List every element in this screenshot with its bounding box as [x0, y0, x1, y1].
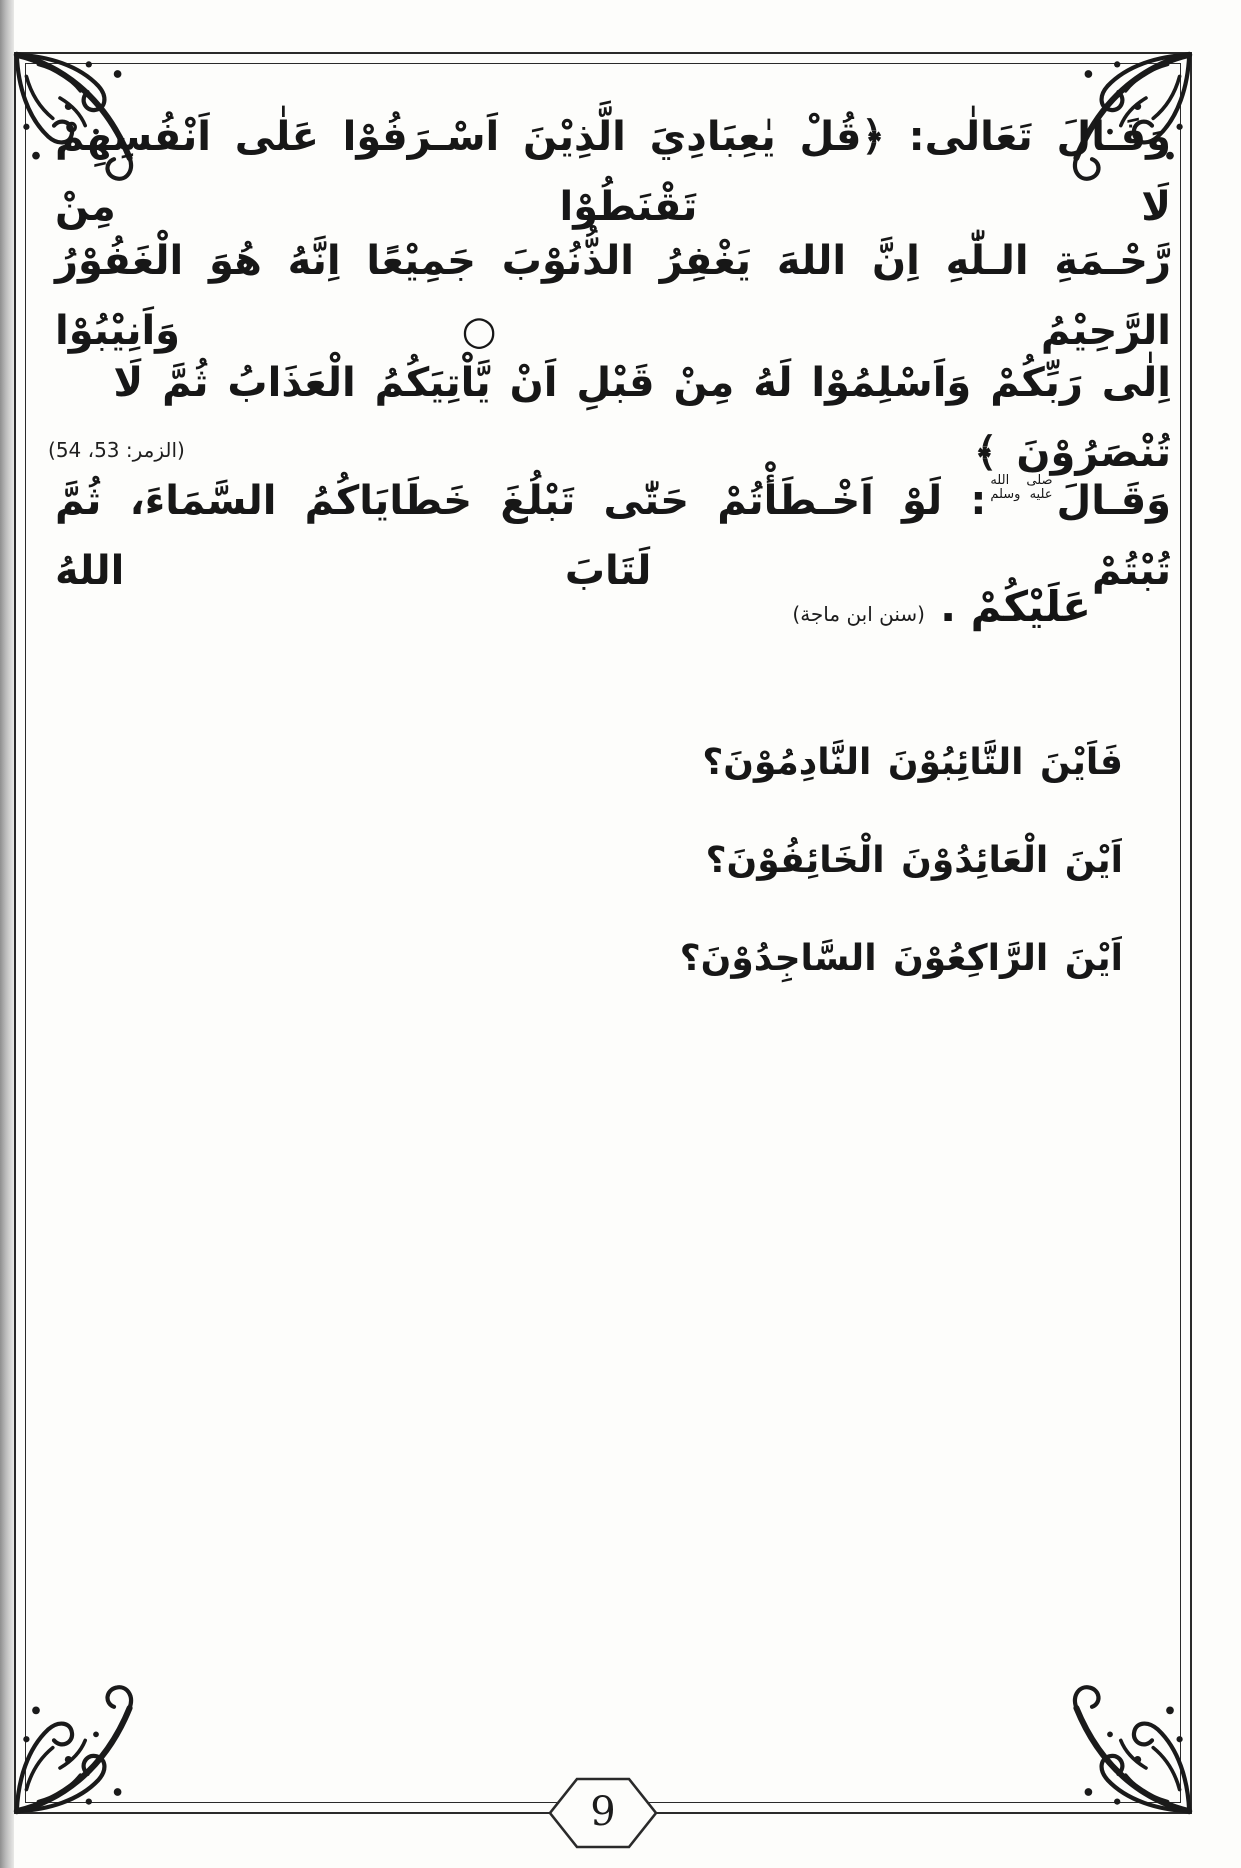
- question-line-3: اَيْنَ الرَّاكِعُوْنَ السَّاجِدُوْنَ؟: [679, 938, 1123, 979]
- hadith-last-word: عَلَيْكُمْ .: [940, 582, 1091, 631]
- salawat-honorific: [990, 474, 1052, 503]
- question-line-1: فَاَيْنَ التَّائِبُوْنَ النَّادِمُوْنَ؟: [702, 742, 1123, 783]
- question-line-2: اَيْنَ الْعَائِدُوْنَ الْخَائِفُوْنَ؟: [705, 840, 1123, 881]
- quran-verse-line-3: اِلٰى رَبِّكُمْ وَاَسْلِمُوْا لَهُ مِنْ قَبْلِ اَنْ يَّاْتِيَكُمُ الْعَذَابُ ثُمَّ لَا تُنْصَرُوْنَ ﴾: [113, 360, 1171, 476]
- quran-verse-line-1: وَقَـالَ تَعَالٰى: ﴿قُلْ يٰعِبَادِيَ الَّذِيْنَ اَسْـرَفُوْا عَلٰى اَنْفُسِهِمْ لَا تَقْنَطُوْا مِنْ: [55, 114, 1171, 230]
- quran-citation: (الزمر: 53، 54): [48, 438, 185, 462]
- hadith-text: : لَوْ اَخْـطَأْتُمْ حَتّٰى تَبْلُغَ خَطَايَاكُمُ السَّمَاءَ، ثُمَّ تُبْتُمْ لَتَابَ اللهُ: [55, 478, 1171, 594]
- quran-verse-line-2: رَّحْـمَةِ الـلّٰهِ اِنَّ اللهَ يَغْفِرُ الذُّنُوْبَ جَمِيْعًا اِنَّهُ هُوَ الْغَفُوْرُ الرَّحِيْمُ ○ وَاَنِيْبُوْا: [55, 238, 1171, 354]
- hadith-citation: (سنن ابن ماجة): [792, 602, 925, 626]
- honorific-bottom: عليه وسلم: [990, 487, 1053, 502]
- honorific-top: صلى الله: [990, 472, 1053, 488]
- hadith-tail-line: [792, 582, 1091, 631]
- hadith-intro: وَقَـالَ: [1056, 478, 1171, 524]
- page-number: 9: [590, 1789, 616, 1835]
